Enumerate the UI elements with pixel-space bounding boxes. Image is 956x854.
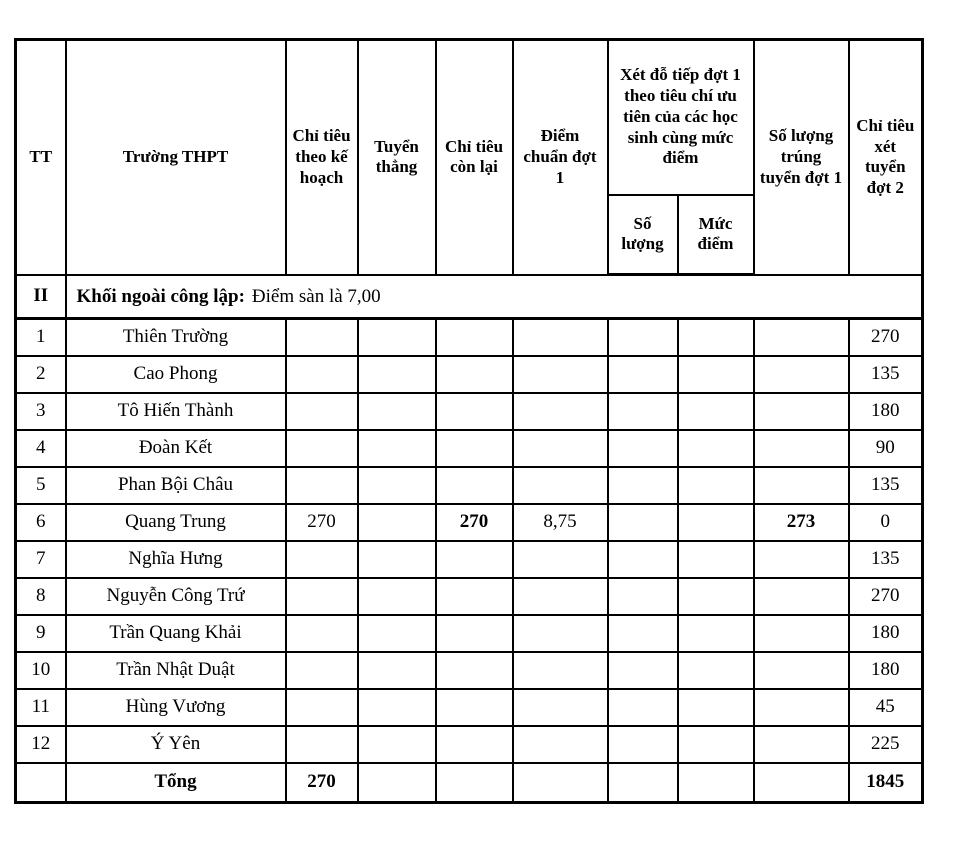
cell-priority-quantity [608, 578, 678, 615]
cell-admitted-round1: 273 [754, 504, 849, 541]
cell-priority-quantity [608, 689, 678, 726]
cell-admitted-round1 [754, 689, 849, 726]
cell-benchmark-round1 [513, 615, 608, 652]
header-plan-quota: Chỉ tiêu theo kế hoạch [286, 40, 358, 275]
total-priority-quantity [608, 763, 678, 803]
cell-stt: 5 [16, 467, 66, 504]
cell-remaining-quota [436, 578, 513, 615]
table-row [16, 356, 923, 393]
total-quota-round2: 1845 [849, 763, 923, 803]
cell-quota-round2: 225 [849, 726, 923, 763]
cell-priority-quantity [608, 356, 678, 393]
cell-direct-admission [358, 615, 436, 652]
header-row-top [16, 40, 923, 195]
cell-priority-score [678, 467, 754, 504]
cell-stt: 12 [16, 726, 66, 763]
cell-admitted-round1 [754, 356, 849, 393]
cell-priority-score [678, 393, 754, 430]
cell-stt [16, 763, 66, 803]
cell-direct-admission [358, 393, 436, 430]
cell-benchmark-round1 [513, 430, 608, 467]
section-row [16, 275, 923, 319]
cell-direct-admission [358, 504, 436, 541]
cell-remaining-quota [436, 652, 513, 689]
cell-school-name: Thiên Trường [66, 319, 286, 356]
cell-direct-admission [358, 467, 436, 504]
cell-priority-quantity [608, 726, 678, 763]
cell-admitted-round1 [754, 578, 849, 615]
total-remaining-quota [436, 763, 513, 803]
cell-priority-quantity [608, 467, 678, 504]
cell-benchmark-round1 [513, 467, 608, 504]
table-row [16, 393, 923, 430]
total-priority-score [678, 763, 754, 803]
cell-school-name: Tô Hiến Thành [66, 393, 286, 430]
cell-school-name: Đoàn Kết [66, 430, 286, 467]
cell-admitted-round1 [754, 393, 849, 430]
cell-priority-quantity [608, 504, 678, 541]
cell-quota-round2: 180 [849, 615, 923, 652]
cell-priority-quantity [608, 319, 678, 356]
cell-direct-admission [358, 319, 436, 356]
cell-priority-score [678, 430, 754, 467]
cell-plan-quota [286, 356, 358, 393]
cell-priority-score [678, 319, 754, 356]
cell-stt: 8 [16, 578, 66, 615]
cell-plan-quota [286, 467, 358, 504]
cell-priority-quantity [608, 615, 678, 652]
cell-school-name: Phan Bội Châu [66, 467, 286, 504]
cell-stt: 11 [16, 689, 66, 726]
table-row [16, 615, 923, 652]
cell-admitted-round1 [754, 541, 849, 578]
header-quota-round2: Chỉ tiêu xét tuyển đợt 2 [849, 40, 923, 275]
cell-benchmark-round1 [513, 319, 608, 356]
cell-plan-quota [286, 541, 358, 578]
cell-direct-admission [358, 430, 436, 467]
table-row [16, 504, 923, 541]
cell-priority-score [678, 504, 754, 541]
cell-plan-quota [286, 726, 358, 763]
cell-plan-quota [286, 578, 358, 615]
cell-priority-score [678, 726, 754, 763]
cell-admitted-round1 [754, 430, 849, 467]
cell-stt: 4 [16, 430, 66, 467]
table-body [16, 275, 923, 803]
cell-quota-round2: 270 [849, 319, 923, 356]
cell-direct-admission [358, 541, 436, 578]
header-remaining-quota: Chỉ tiêu còn lại [436, 40, 513, 275]
cell-benchmark-round1 [513, 541, 608, 578]
cell-quota-round2: 270 [849, 578, 923, 615]
header-admitted-round1: Số lượng trúng tuyển đợt 1 [754, 40, 849, 275]
total-benchmark-round1 [513, 763, 608, 803]
cell-direct-admission [358, 689, 436, 726]
header-tt: TT [16, 40, 66, 275]
cell-benchmark-round1: 8,75 [513, 504, 608, 541]
cell-benchmark-round1 [513, 356, 608, 393]
cell-remaining-quota [436, 319, 513, 356]
cell-priority-quantity [608, 541, 678, 578]
total-plan-quota: 270 [286, 763, 358, 803]
cell-remaining-quota [436, 541, 513, 578]
header-direct-admission: Tuyển thẳng [358, 40, 436, 275]
cell-stt: 9 [16, 615, 66, 652]
cell-remaining-quota [436, 356, 513, 393]
cell-priority-score [678, 689, 754, 726]
cell-remaining-quota [436, 467, 513, 504]
cell-stt: 7 [16, 541, 66, 578]
header-priority-group: Xét đỗ tiếp đợt 1 theo tiêu chí ưu tiên của các học sinh cùng mức điểm [608, 40, 754, 195]
cell-admitted-round1 [754, 615, 849, 652]
cell-admitted-round1 [754, 652, 849, 689]
total-direct-admission [358, 763, 436, 803]
cell-priority-quantity [608, 393, 678, 430]
cell-school-name: Quang Trung [66, 504, 286, 541]
table-row [16, 430, 923, 467]
cell-quota-round2: 45 [849, 689, 923, 726]
cell-benchmark-round1 [513, 393, 608, 430]
table-row [16, 541, 923, 578]
cell-priority-score [678, 541, 754, 578]
cell-direct-admission [358, 356, 436, 393]
cell-plan-quota [286, 689, 358, 726]
cell-remaining-quota [436, 430, 513, 467]
cell-remaining-quota: 270 [436, 504, 513, 541]
total-admitted-round1 [754, 763, 849, 803]
cell-school-name: Cao Phong [66, 356, 286, 393]
cell-priority-score [678, 652, 754, 689]
total-label: Tổng [66, 763, 286, 803]
cell-quota-round2: 135 [849, 541, 923, 578]
table-row [16, 652, 923, 689]
table-row [16, 319, 923, 356]
cell-plan-quota [286, 319, 358, 356]
section-index: II [16, 275, 66, 319]
cell-quota-round2: 135 [849, 356, 923, 393]
cell-priority-score [678, 615, 754, 652]
cell-quota-round2: 0 [849, 504, 923, 541]
header-priority-score: Mức điểm [678, 195, 754, 275]
cell-admitted-round1 [754, 467, 849, 504]
cell-quota-round2: 180 [849, 393, 923, 430]
cell-quota-round2: 135 [849, 467, 923, 504]
cell-remaining-quota [436, 689, 513, 726]
cell-plan-quota [286, 652, 358, 689]
cell-priority-quantity [608, 652, 678, 689]
cell-benchmark-round1 [513, 689, 608, 726]
cell-benchmark-round1 [513, 652, 608, 689]
header-benchmark-round1: Điểm chuẩn đợt 1 [513, 40, 608, 275]
cell-plan-quota: 270 [286, 504, 358, 541]
section-title-rest: Điểm sàn là 7,00 [251, 285, 381, 307]
section-title [66, 275, 923, 319]
cell-stt: 1 [16, 319, 66, 356]
cell-remaining-quota [436, 393, 513, 430]
cell-admitted-round1 [754, 319, 849, 356]
cell-stt: 3 [16, 393, 66, 430]
cell-priority-score [678, 578, 754, 615]
cell-plan-quota [286, 430, 358, 467]
header-priority-quantity: Số lượng [608, 195, 678, 275]
cell-direct-admission [358, 578, 436, 615]
cell-school-name: Trần Quang Khải [66, 615, 286, 652]
cell-plan-quota [286, 393, 358, 430]
total-row [16, 763, 923, 803]
cell-priority-score [678, 356, 754, 393]
cell-plan-quota [286, 615, 358, 652]
cell-school-name: Hùng Vương [66, 689, 286, 726]
cell-stt: 10 [16, 652, 66, 689]
cell-quota-round2: 90 [849, 430, 923, 467]
section-title-bold: Khối ngoài công lập: [76, 285, 245, 307]
cell-direct-admission [358, 726, 436, 763]
cell-quota-round2: 180 [849, 652, 923, 689]
table-row [16, 578, 923, 615]
cell-school-name: Ý Yên [66, 726, 286, 763]
table-header [16, 40, 923, 275]
cell-school-name: Trần Nhật Duật [66, 652, 286, 689]
cell-priority-quantity [608, 430, 678, 467]
cell-direct-admission [358, 652, 436, 689]
table-row [16, 689, 923, 726]
cell-remaining-quota [436, 615, 513, 652]
admission-results-table [14, 38, 924, 804]
cell-stt: 2 [16, 356, 66, 393]
cell-benchmark-round1 [513, 578, 608, 615]
cell-stt: 6 [16, 504, 66, 541]
cell-school-name: Nghĩa Hưng [66, 541, 286, 578]
header-school: Trường THPT [66, 40, 286, 275]
cell-school-name: Nguyễn Công Trứ [66, 578, 286, 615]
cell-admitted-round1 [754, 726, 849, 763]
table-row [16, 726, 923, 763]
table-row [16, 467, 923, 504]
cell-benchmark-round1 [513, 726, 608, 763]
cell-remaining-quota [436, 726, 513, 763]
